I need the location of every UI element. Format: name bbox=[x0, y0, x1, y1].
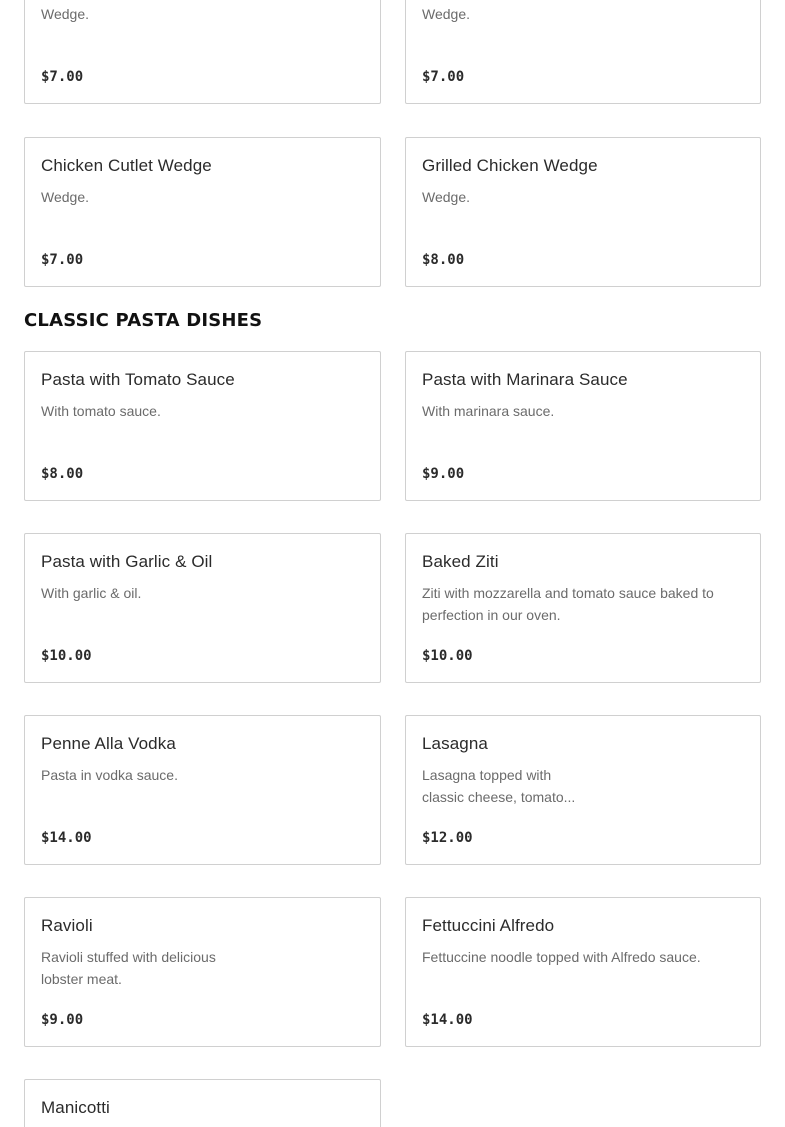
menu-item-card[interactable] bbox=[405, 351, 761, 501]
menu-item-card[interactable] bbox=[405, 897, 761, 1047]
item-price: $12.00 bbox=[422, 830, 473, 846]
item-description: Wedge. bbox=[41, 189, 89, 205]
item-description: Pasta in vodka sauce. bbox=[41, 767, 178, 783]
menu-item-card[interactable] bbox=[24, 351, 381, 501]
menu-item-card[interactable] bbox=[24, 137, 381, 287]
item-description: Ravioli stuffed with delicious lobster meat. bbox=[41, 949, 216, 987]
item-description: Ziti with mozzarella and tomato sauce baked to perfection in our oven. bbox=[422, 585, 714, 623]
item-description: Fettuccine noodle topped with Alfredo sauce. bbox=[422, 949, 701, 965]
item-price: $9.00 bbox=[422, 466, 465, 482]
menu-item-card[interactable] bbox=[405, 533, 761, 683]
item-name: Pasta with Tomato Sauce bbox=[41, 370, 235, 389]
menu-item-card[interactable] bbox=[24, 533, 381, 683]
item-price: $7.00 bbox=[41, 69, 84, 85]
item-description: Wedge. bbox=[422, 189, 470, 205]
menu-item-card[interactable] bbox=[24, 715, 381, 865]
item-price: $8.00 bbox=[422, 252, 465, 268]
menu-item-card[interactable] bbox=[24, 1079, 381, 1127]
item-name: Baked Ziti bbox=[422, 552, 499, 571]
item-price: $14.00 bbox=[41, 830, 92, 846]
item-price: $10.00 bbox=[41, 648, 92, 664]
menu-item-card[interactable] bbox=[24, 897, 381, 1047]
item-price: $7.00 bbox=[422, 69, 465, 85]
item-description: With garlic & oil. bbox=[41, 585, 142, 601]
item-price: $9.00 bbox=[41, 1012, 84, 1028]
item-description: Wedge. bbox=[422, 6, 470, 22]
item-name: Pasta with Marinara Sauce bbox=[422, 370, 628, 389]
menu-item-card[interactable] bbox=[405, 137, 761, 287]
menu-item-card[interactable] bbox=[405, 715, 761, 865]
item-name: Penne Alla Vodka bbox=[41, 734, 176, 753]
item-name: Lasagna bbox=[422, 734, 488, 753]
item-name: Manicotti bbox=[41, 1098, 110, 1117]
item-name: Fettuccini Alfredo bbox=[422, 916, 555, 935]
menu-item-card[interactable] bbox=[405, 0, 761, 104]
item-description: With marinara sauce. bbox=[422, 403, 555, 419]
item-description: Lasagna topped with classic cheese, tomato... bbox=[422, 767, 576, 805]
item-price: $7.00 bbox=[41, 252, 84, 268]
item-name: Grilled Chicken Wedge bbox=[422, 156, 598, 175]
item-name: Ravioli bbox=[41, 916, 93, 935]
item-name: Pasta with Garlic & Oil bbox=[41, 552, 213, 571]
item-name: Chicken Cutlet Wedge bbox=[41, 156, 212, 175]
item-price: $14.00 bbox=[422, 1012, 473, 1028]
item-description: With tomato sauce. bbox=[41, 403, 161, 419]
section-title: CLASSIC PASTA DISHES bbox=[24, 310, 263, 331]
item-price: $10.00 bbox=[422, 648, 473, 664]
menu-item-card[interactable] bbox=[24, 0, 381, 104]
item-description: Wedge. bbox=[41, 6, 89, 22]
item-price: $8.00 bbox=[41, 466, 84, 482]
